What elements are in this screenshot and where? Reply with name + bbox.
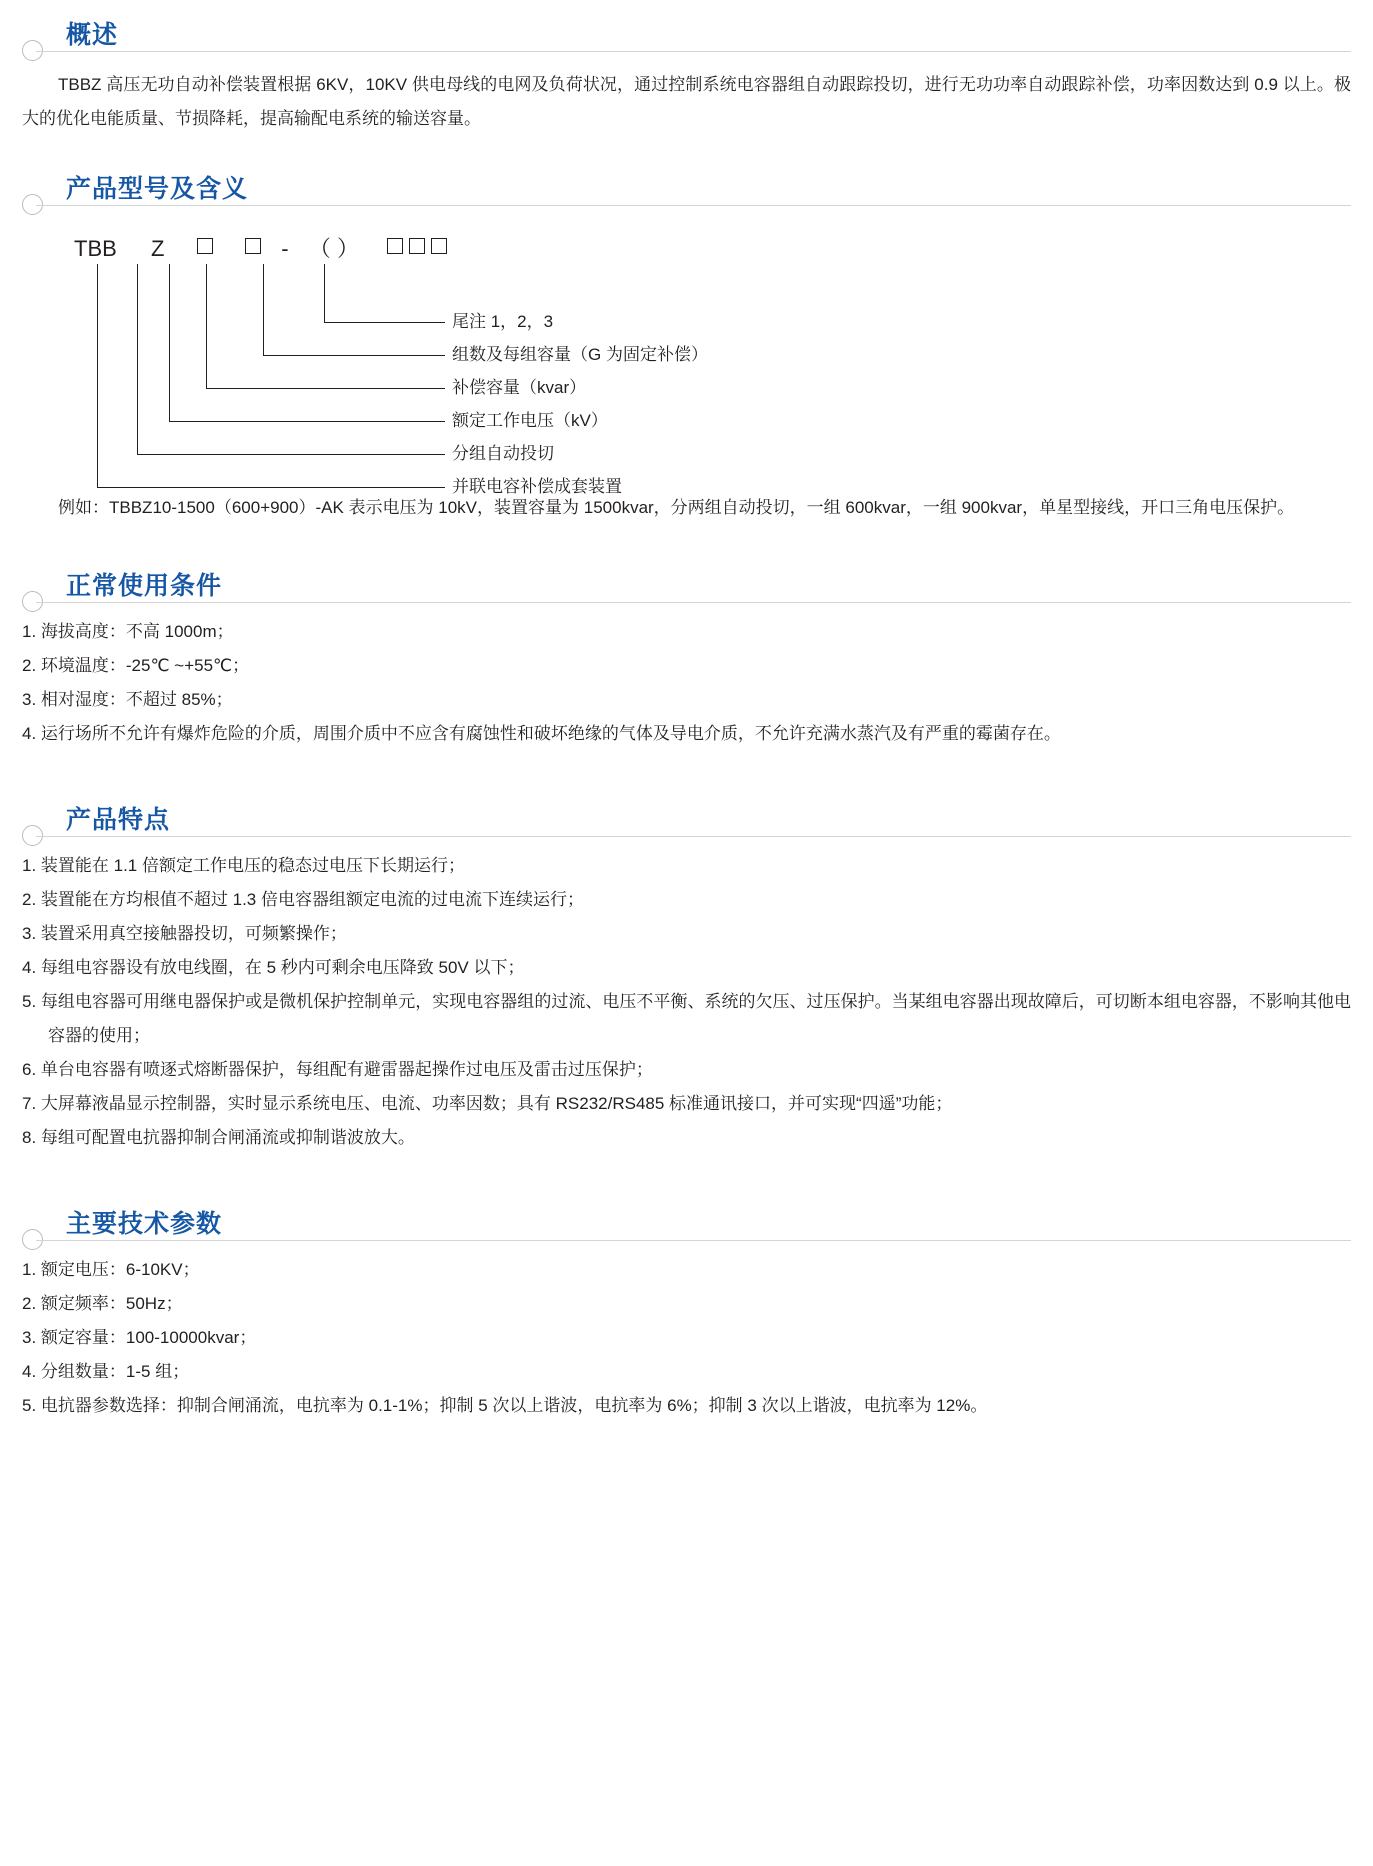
list-item: 5. 每组电容器可用继电器保护或是微机保护控制单元，实现电容器组的过流、电压不平衡、系统的欠压、过压保护。当某组电容器出现故障后，可切断本组电容器，不影响其他电容器的使用；	[22, 992, 1351, 1045]
model-code-example: 例如：TBBZ10-1500（600+900）-AK 表示电压为 10kV，装置容量为 1500kvar，分两组自动投切，一组 600kvar，一组 900kvar，单星型接线，开口三角电压保护。	[58, 498, 1295, 517]
list-item: 2. 环境温度：-25℃ ~+55℃；	[22, 656, 250, 675]
section-overview	[22, 18, 1351, 136]
code-box-capacity	[245, 238, 261, 254]
list-item: 7. 大屏幕液晶显示控制器，实时显示系统电压、电流、功率因数；具有 RS232/RS485 标准通讯接口，并可实现“四遥”功能；	[22, 1094, 953, 1113]
list-item: 3. 相对湿度：不超过 85%；	[22, 690, 233, 709]
leader-line-6	[97, 264, 445, 488]
list-item: 1. 海拔高度：不高 1000m；	[22, 622, 234, 641]
model-code-row	[74, 232, 447, 263]
section-header	[22, 803, 1351, 849]
section-header	[22, 18, 1351, 64]
section-conditions	[22, 569, 1351, 751]
header-divider	[36, 602, 1351, 603]
list-item: 4. 分组数量：1-5 组；	[22, 1362, 190, 1381]
leader-label-2: 组数及每组容量（G 为固定补偿）	[452, 345, 708, 364]
code-part-tbb: TBB	[74, 236, 117, 261]
code-box-suffix-2	[409, 238, 425, 254]
features-list	[22, 849, 1351, 1155]
section-features	[22, 803, 1351, 1155]
section-specs	[22, 1207, 1351, 1423]
leader-label-6: 并联电容补偿成套装置	[452, 477, 622, 496]
code-box-suffix-3	[431, 238, 447, 254]
list-item: 3. 装置采用真空接触器投切，可频繁操作；	[22, 924, 347, 943]
code-box-suffix-1	[387, 238, 403, 254]
section-title: 产品型号及含义	[66, 175, 249, 203]
list-item: 4. 每组电容器设有放电线圈，在 5 秒内可剩余电压降致 50V 以下；	[22, 958, 525, 977]
list-item: 1. 装置能在 1.1 倍额定工作电压的稳态过电压下长期运行；	[22, 856, 465, 875]
code-part-dash: -	[281, 236, 289, 261]
section-header	[22, 569, 1351, 615]
code-part-z: Z	[151, 236, 165, 261]
list-item: 3. 额定容量：100-10000kvar；	[22, 1328, 257, 1347]
section-header	[22, 172, 1351, 218]
document-page	[0, 18, 1373, 1866]
list-item: 2. 装置能在方均根值不超过 1.3 倍电容器组额定电流的过电流下连续运行；	[22, 890, 584, 909]
section-title: 概述	[66, 21, 119, 49]
list-item: 5. 电抗器参数选择：抑制合闸涌流，电抗率为 0.1-1%；抑制 5 次以上谐波，电抗率为 6%；抑制 3 次以上谐波，电抗率为 12%。	[22, 1396, 988, 1415]
list-item: 8. 每组可配置电抗器抑制合闸涌流或抑制谐波放大。	[22, 1128, 415, 1147]
overview-paragraph: TBBZ 高压无功自动补偿装置根据 6KV，10KV 供电母线的电网及负荷状况，通过控制系统电容器组自动跟踪投切，进行无功功率自动跟踪补偿，功率因数达到 0.9 以上。极大的优化电能质量、节损降耗，提高输配电系统的输送容量。	[22, 75, 1351, 128]
list-item: 1. 额定电压：6-10KV；	[22, 1260, 200, 1279]
section-title: 主要技术参数	[66, 1210, 223, 1238]
section-title: 正常使用条件	[66, 572, 223, 600]
code-box-voltage	[197, 238, 213, 254]
list-item: 4. 运行场所不允许有爆炸危险的介质，周围介质中不应含有腐蚀性和破坏绝缘的气体及导电介质，不允许充满水蒸汽及有严重的霉菌存在。	[22, 724, 1061, 743]
code-part-paren: （ ）	[308, 236, 359, 261]
header-divider	[36, 836, 1351, 837]
leader-label-3: 补偿容量（kvar）	[452, 378, 587, 397]
section-model-code	[22, 172, 1351, 525]
list-item: 6. 单台电容器有喷逐式熔断器保护，每组配有避雷器起操作过电压及雷击过压保护；	[22, 1060, 653, 1079]
section-title: 产品特点	[66, 806, 171, 834]
leader-label-5: 分组自动投切	[452, 444, 554, 463]
section-header	[22, 1207, 1351, 1253]
specs-list	[22, 1253, 1351, 1423]
header-divider	[36, 1240, 1351, 1241]
list-item: 2. 额定频率：50Hz；	[22, 1294, 183, 1313]
model-code-diagram	[22, 224, 1351, 496]
leader-label-4: 额定工作电压（kV）	[452, 411, 608, 430]
conditions-list	[22, 615, 1351, 751]
header-divider	[36, 51, 1351, 52]
leader-label-1: 尾注 1，2，3	[452, 312, 554, 331]
